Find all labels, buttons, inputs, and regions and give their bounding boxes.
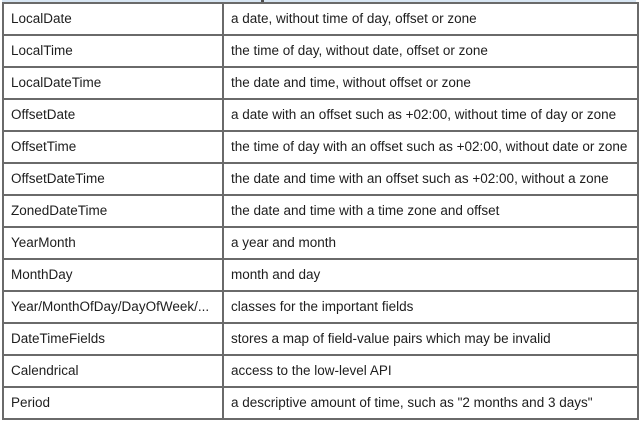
class-name-cell: OffsetTime bbox=[3, 131, 223, 163]
table-row bbox=[3, 291, 638, 323]
class-name-cell: Year/MonthOfDay/DayOfWeek/... bbox=[3, 291, 223, 323]
table-row bbox=[3, 163, 638, 195]
table-row bbox=[3, 259, 638, 291]
table-row bbox=[3, 195, 638, 227]
class-name-cell: MonthDay bbox=[3, 259, 223, 291]
class-name-cell: OffsetDateTime bbox=[3, 163, 223, 195]
description-cell: month and day bbox=[223, 259, 638, 291]
table-row bbox=[3, 323, 638, 355]
table-row bbox=[3, 3, 638, 35]
description-cell: a descriptive amount of time, such as "2 months and 3 days" bbox=[223, 387, 638, 419]
description-cell: the time of day with an offset such as +02:00, without date or zone bbox=[223, 131, 638, 163]
description-cell: a date with an offset such as +02:00, without time of day or zone bbox=[223, 99, 638, 131]
table-row bbox=[3, 227, 638, 259]
class-name-cell: ZonedDateTime bbox=[3, 195, 223, 227]
description-cell: the time of day, without date, offset or zone bbox=[223, 35, 638, 67]
description-cell: a year and month bbox=[223, 227, 638, 259]
class-name-cell: Calendrical bbox=[3, 355, 223, 387]
class-name-cell: OffsetDate bbox=[3, 99, 223, 131]
description-cell: the date and time with a time zone and offset bbox=[223, 195, 638, 227]
table-row bbox=[3, 99, 638, 131]
description-cell: access to the low-level API bbox=[223, 355, 638, 387]
class-name-cell: DateTimeFields bbox=[3, 323, 223, 355]
description-cell: stores a map of field-value pairs which may be invalid bbox=[223, 323, 638, 355]
table-row bbox=[3, 35, 638, 67]
table-row bbox=[3, 131, 638, 163]
class-name-cell: LocalDate bbox=[3, 3, 223, 35]
description-cell: classes for the important fields bbox=[223, 291, 638, 323]
datetime-classes-table bbox=[2, 2, 639, 420]
class-name-cell: Period bbox=[3, 387, 223, 419]
table-row bbox=[3, 67, 638, 99]
description-cell: the date and time with an offset such as +02:00, without a zone bbox=[223, 163, 638, 195]
class-name-cell: LocalTime bbox=[3, 35, 223, 67]
description-cell: the date and time, without offset or zone bbox=[223, 67, 638, 99]
class-name-cell: YearMonth bbox=[3, 227, 223, 259]
table-row bbox=[3, 355, 638, 387]
class-name-cell: LocalDateTime bbox=[3, 67, 223, 99]
table-row bbox=[3, 387, 638, 419]
description-cell: a date, without time of day, offset or zone bbox=[223, 3, 638, 35]
